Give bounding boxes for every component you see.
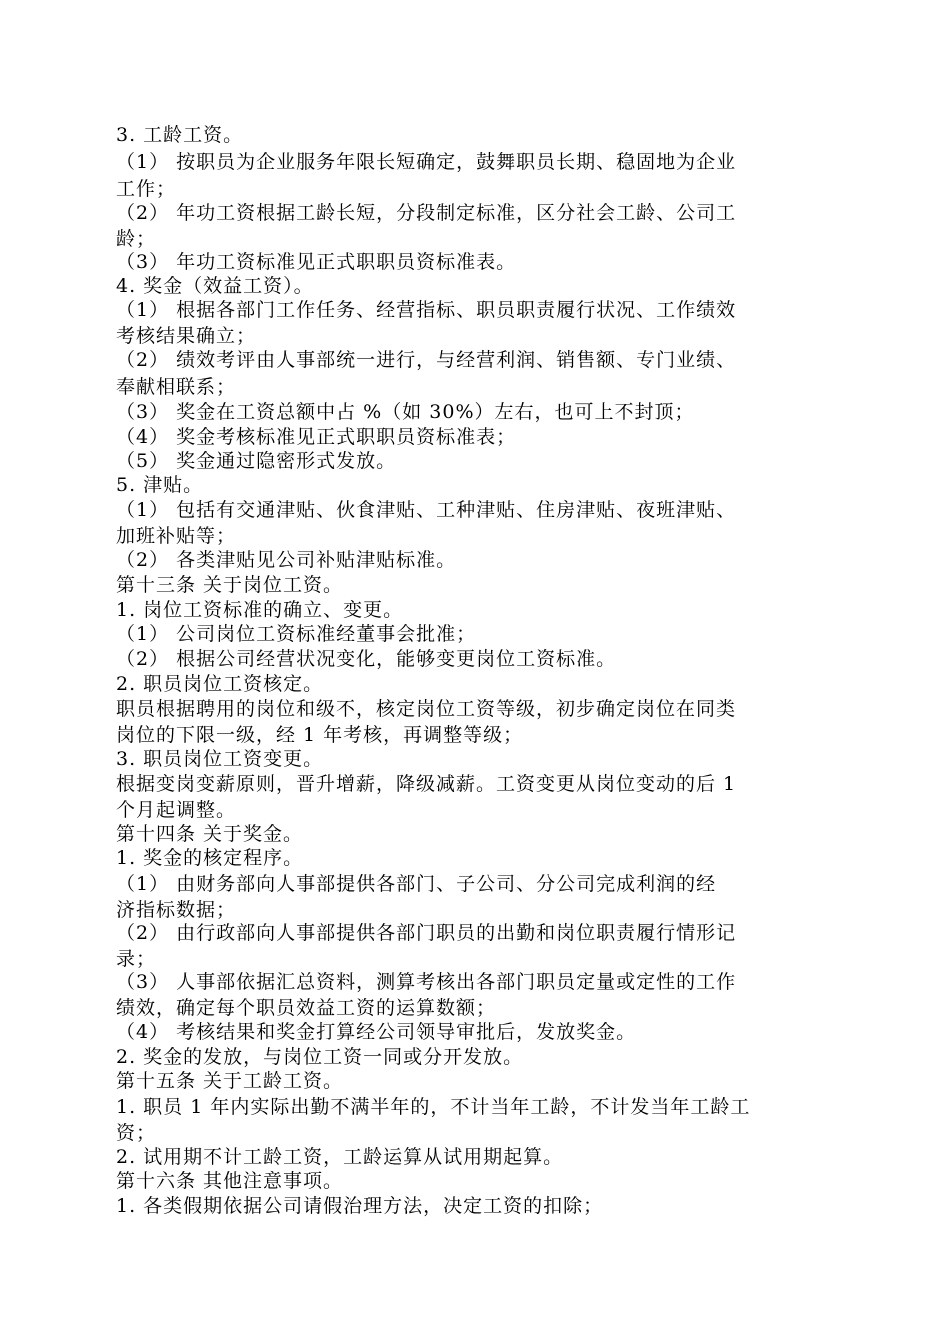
text-line: 龄； [116, 228, 157, 250]
text-line: （2） 各类津贴见公司补贴津贴标准。 [116, 549, 457, 571]
text-line: （2） 由行政部向人事部提供各部门职员的出勤和岗位职责履行情形记 [116, 922, 737, 944]
text-line: 岗位的下限一级，经 1 年考核，再调整等级； [116, 724, 524, 746]
text-line: 2. 职员岗位工资核定。 [116, 673, 324, 695]
text-line: 1. 岗位工资标准的确立、变更。 [116, 599, 404, 621]
text-line: 考核结果确立； [116, 325, 257, 347]
text-line: 个月起调整。 [116, 799, 237, 821]
text-line: （5） 奖金通过隐密形式发放。 [116, 450, 397, 472]
text-line: 奉献相联系； [116, 376, 237, 398]
text-line: （3） 人事部依据汇总资料，测算考核出各部门职员定量或定性的工作 [116, 971, 737, 993]
text-line: （1） 公司岗位工资标准经董事会批准； [116, 623, 477, 645]
text-line: （3） 年功工资标准见正式职职员资标准表。 [116, 251, 517, 273]
text-line: （2） 年功工资根据工龄长短，分段制定标准，区分社会工龄、公司工 [116, 202, 737, 224]
text-line: 3. 工龄工资。 [116, 124, 244, 146]
text-line: （1） 根据各部门工作任务、经营指标、职员职责履行状况、工作绩效 [116, 299, 737, 321]
text-line: 第十六条 其他注意事项。 [116, 1170, 344, 1192]
text-line: 2. 奖金的发放，与岗位工资一同或分开发放。 [116, 1046, 524, 1068]
text-line: （2） 绩效考评由人事部统一进行，与经营利润、销售额、专门业绩、 [116, 349, 737, 371]
text-line: 第十五条 关于工龄工资。 [116, 1070, 344, 1092]
text-line: 1. 职员 1 年内实际出勤不满半年的，不计当年工龄，不计发当年工龄工 [116, 1096, 751, 1118]
text-line: 工作； [116, 178, 177, 200]
text-line: （1） 包括有交通津贴、伙食津贴、工种津贴、住房津贴、夜班津贴、 [116, 499, 737, 521]
text-line: 加班补贴等； [116, 525, 237, 547]
text-line: 1. 奖金的核定程序。 [116, 847, 304, 869]
text-line: （4） 考核结果和奖金打算经公司领导审批后，发放奖金。 [116, 1021, 637, 1043]
text-line: （1） 由财务部向人事部提供各部门、子公司、分公司完成利润的经 [116, 873, 717, 895]
text-line: （3） 奖金在工资总额中占 %（如 30%）左右，也可上不封顶； [116, 401, 695, 423]
text-line: 4. 奖金（效益工资）。 [116, 275, 314, 297]
text-line: （4） 奖金考核标准见正式职职员资标准表； [116, 426, 517, 448]
text-line: 绩效，确定每个职员效益工资的运算数额； [116, 997, 497, 1019]
text-line: （2） 根据公司经营状况变化，能够变更岗位工资标准。 [116, 648, 617, 670]
text-line: 录； [116, 948, 157, 970]
text-line: 5. 津贴。 [116, 474, 204, 496]
text-line: 资； [116, 1122, 157, 1144]
text-line: 根据变岗变薪原则，晋升增薪，降级减薪。工资变更从岗位变动的后 1 [116, 773, 737, 795]
text-line: 2. 试用期不计工龄工资，工龄运算从试用期起算。 [116, 1146, 564, 1168]
text-line: 第十四条 关于奖金。 [116, 823, 304, 845]
text-line: 3. 职员岗位工资变更。 [116, 748, 324, 770]
text-line: （1） 按职员为企业服务年限长短确定，鼓舞职员长期、稳固地为企业 [116, 151, 737, 173]
text-line: 济指标数据； [116, 899, 237, 921]
text-line: 1. 各类假期依据公司请假治理方法，决定工资的扣除； [116, 1195, 604, 1217]
text-line: 职员根据聘用的岗位和级不，核定岗位工资等级，初步确定岗位在同类 [116, 698, 737, 720]
text-line: 第十三条 关于岗位工资。 [116, 574, 344, 596]
